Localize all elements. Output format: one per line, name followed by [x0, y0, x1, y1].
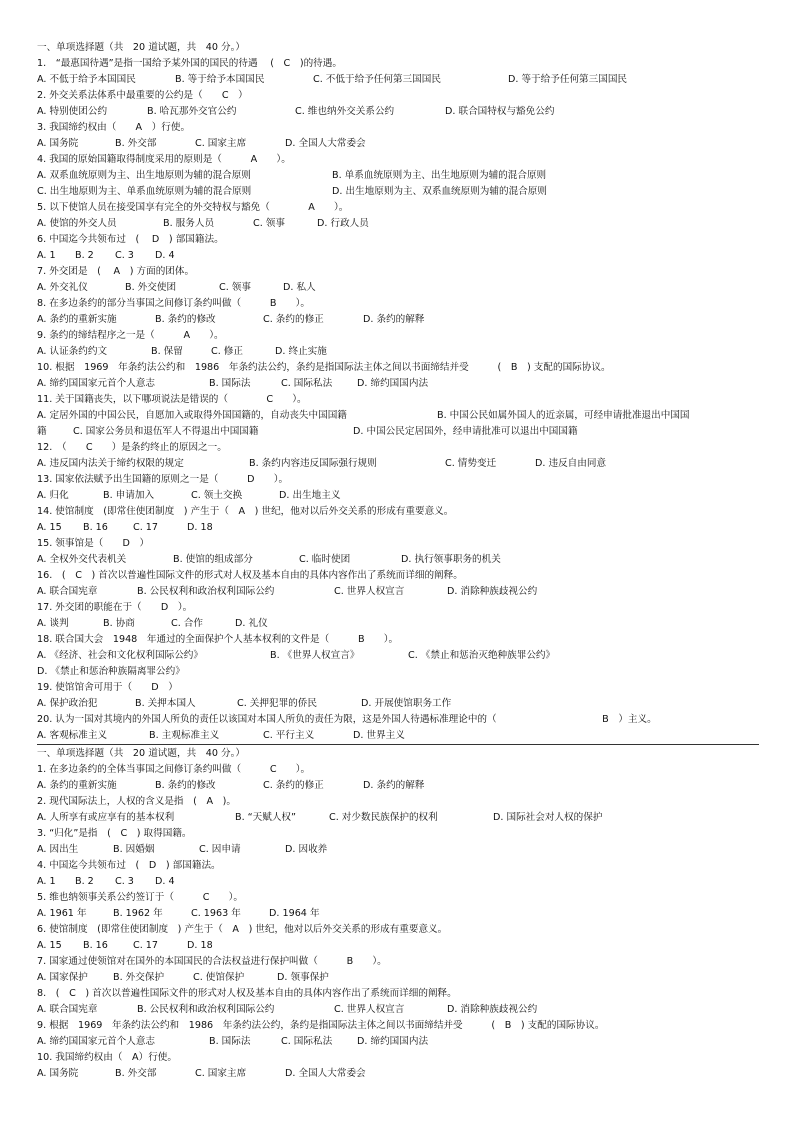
- options-line: [37, 344, 767, 360]
- answer-option: C. 不低于给予任何第三国国民: [313, 74, 441, 85]
- answer-option: C. 世界人权宣言: [334, 1004, 405, 1015]
- answer-option: B. 中国公民如属外国人的近亲属，可经申请批准退出中国国: [437, 410, 690, 421]
- answer-option: C. 国际私法: [281, 1036, 333, 1047]
- answer-option: C. 临时使团: [299, 554, 351, 565]
- answer-option: C. 3: [115, 876, 134, 887]
- answer-option: B. 协商: [103, 618, 135, 629]
- options-line: [37, 696, 767, 712]
- answer-option: B. “天赋人权”: [235, 812, 296, 823]
- options-line: [37, 874, 767, 890]
- options-line: [37, 938, 767, 954]
- answer-option: D. 出生地主义: [279, 490, 341, 501]
- answer-option: B. 公民权利和政治权利国际公约: [137, 586, 275, 597]
- question-line: 10. 根据 1969 年条约法公约和 1986 年条约法公约，条约是指国际法主体之间以书面缔结并受 ( B ) 支配的国际协议。: [37, 362, 611, 373]
- answer-option: A. 1961 年: [37, 908, 87, 919]
- answer-option: A. 违反国内法关于缔约权限的规定: [37, 458, 184, 469]
- answer-option: A. 国家保护: [37, 972, 88, 983]
- answer-option: B. 等于给予本国国民: [175, 74, 265, 85]
- answer-option: D. 礼仪: [235, 618, 268, 629]
- answer-option: D. 条约的解释: [363, 314, 425, 325]
- answer-option: A. 使馆的外交人员: [37, 218, 117, 229]
- answer-option: C. 情势变迁: [445, 458, 497, 469]
- options-line: [37, 1034, 767, 1050]
- answer-option: C. 3: [115, 250, 134, 261]
- answer-option: C. 国际私法: [281, 378, 333, 389]
- answer-option: B. 国际法: [209, 1036, 251, 1047]
- answer-option: B. 外交部: [115, 138, 157, 149]
- answer-option: C. 国家主席: [195, 1068, 247, 1079]
- answer-option: D. 全国人大常委会: [285, 1068, 366, 1079]
- options-line: [37, 1066, 767, 1082]
- answer-option: A. 特别使团公约: [37, 106, 108, 117]
- answer-option: D. 执行领事职务的机关: [401, 554, 501, 565]
- question-line: 5. 维也纳领事关系公约签订于（ C ）。: [37, 892, 243, 903]
- answer-option: D. 等于给予任何第三国国民: [508, 74, 628, 85]
- answer-option: D. 缔约国国内法: [357, 1036, 429, 1047]
- question-line: 3. 我国缔约权由（ A ）行使。: [37, 122, 191, 133]
- answer-option: A. 条约的重新实施: [37, 314, 117, 325]
- answer-option: A. 国务院: [37, 138, 79, 149]
- answer-option: B. 2: [75, 876, 94, 887]
- question-line: 8. ( C ) 首次以普遍性国际文件的形式对人权及基本自由的具体内容作出了系统而详细的阐释。: [37, 988, 457, 999]
- answer-option: D. 1964 年: [269, 908, 320, 919]
- question-line: 11. 关于国籍丧失，以下哪项说法是错误的（ C ）。: [37, 394, 307, 405]
- answer-option: B. 公民权利和政治权利国际公约: [137, 1004, 275, 1015]
- options-line: [37, 456, 767, 472]
- question-line: 19. 使馆馆舍可用于（ D ）: [37, 682, 178, 693]
- answer-option: C. 1963 年: [191, 908, 241, 919]
- answer-option: D. 违反自由同意: [535, 458, 607, 469]
- question-line: 4. 中国迄今共领布过 ( D ) 部国籍法。: [37, 860, 221, 871]
- answer-option: A. 缔约国国家元首个人意志: [37, 378, 156, 389]
- answer-option: A. 1: [37, 250, 56, 261]
- answer-option: D. 18: [187, 940, 213, 951]
- question-line: 20. 认为一国对其境内的外国人所负的责任以该国对本国人所负的责任为限，这是外国人待遇标准理论中的（ B ）主义。: [37, 714, 657, 725]
- answer-option: A. 双系血统原则为主、出生地原则为辅的混合原则: [37, 170, 251, 181]
- answer-option: D. 18: [187, 522, 213, 533]
- question-line: 一、单项选择题（共 20 道试题，共 40 分。）: [37, 42, 245, 53]
- options-line: [37, 584, 767, 600]
- answer-option: D. 缔约国国内法: [357, 378, 429, 389]
- answer-option: D. 领事保护: [277, 972, 329, 983]
- answer-option: B. 条约的修改: [155, 314, 216, 325]
- answer-option: A. 保护政治犯: [37, 698, 98, 709]
- question-line: 9. 条约的缔结程序之一是（ A ）。: [37, 330, 224, 341]
- answer-option: C. 国家公务员和退伍军人不得退出中国国籍: [73, 426, 259, 437]
- answer-option: B. 关押本国人: [135, 698, 196, 709]
- answer-option: C. 合作: [171, 618, 203, 629]
- answer-option: C. 对少数民族保护的权利: [329, 812, 438, 823]
- answer-option: D. 4: [155, 250, 175, 261]
- options-line: [37, 616, 767, 632]
- answer-option: A. 定居外国的中国公民，自愿加入或取得外国国籍的，自动丧失中国国籍: [37, 410, 347, 421]
- answer-option: C. 17: [133, 940, 159, 951]
- answer-option: A. 认证条约约文: [37, 346, 108, 357]
- question-line: 2. 现代国际法上，人权的含义是指 ( A )。: [37, 796, 236, 807]
- options-line: [37, 104, 767, 120]
- answer-option: A. 归化: [37, 490, 69, 501]
- options-line: [37, 72, 767, 88]
- answer-option: B. 外交部: [115, 1068, 157, 1079]
- answer-option: D. 消除种族歧视公约: [447, 586, 538, 597]
- options-line: [37, 778, 767, 794]
- answer-option: B. 16: [83, 940, 108, 951]
- answer-option: A. 全权外交代表机关: [37, 554, 127, 565]
- question-line: 9. 根据 1969 年条约法公约和 1986 年条约法公约，条约是指国际法主体之间以书面缔结并受 ( B ) 支配的国际协议。: [37, 1020, 605, 1031]
- question-line: 16. ( C ) 首次以普遍性国际文件的形式对人权及基本自由的具体内容作出了系统而详细的阐释。: [37, 570, 463, 581]
- answer-option: D. 国际社会对人权的保护: [493, 812, 603, 823]
- answer-option: A. 不低于给予本国国民: [37, 74, 136, 85]
- question-line: 13. 国家依法赋予出生国籍的原则之一是（ D ）。: [37, 474, 289, 485]
- question-line: 12. （ C ）是条约终止的原因之一。: [37, 442, 227, 453]
- answer-option: C. 领土交换: [191, 490, 243, 501]
- options-line: [37, 376, 767, 392]
- options-line: [37, 312, 767, 328]
- answer-option: A. 15: [37, 522, 62, 533]
- answer-option: A. 人所享有或应享有的基本权利: [37, 812, 175, 823]
- answer-option: A. 因出生: [37, 844, 79, 855]
- section-heading: 一、单项选择题（共 20 道试题，共 40 分。）: [37, 748, 245, 759]
- exam-document: [37, 40, 767, 1082]
- answer-option: B. 保留: [151, 346, 183, 357]
- options-line: [37, 728, 767, 744]
- question-line: 7. 外交团是 ( A ) 方面的团体。: [37, 266, 195, 277]
- options-line: [37, 1002, 767, 1018]
- answer-option: A. 缔约国国家元首个人意志: [37, 1036, 156, 1047]
- answer-option: B. 《世界人权宣言》: [270, 650, 360, 661]
- answer-option: C. 平行主义: [263, 730, 315, 741]
- answer-option: C. 领事: [219, 282, 251, 293]
- answer-option: C. 条约的修正: [263, 314, 324, 325]
- options-line: [37, 280, 767, 296]
- answer-option: A. 外交礼仪: [37, 282, 88, 293]
- answer-option: B. 服务人员: [163, 218, 215, 229]
- question-line: 7. 国家通过使领馆对在国外的本国国民的合法权益进行保护叫做（ B ）。: [37, 956, 387, 967]
- question-line: 1. 在多边条约的全体当事国之间修订条约叫做（ C ）。: [37, 764, 311, 775]
- question-line: 1. “最惠国待遇”是指一国给予某外国的国民的待遇 ( C )的待遇。: [37, 58, 342, 69]
- section-divider: [37, 744, 759, 745]
- options-line: [37, 424, 767, 440]
- options-line: [37, 810, 767, 826]
- answer-option: C. 《禁止和惩治灭绝种族罪公约》: [408, 650, 556, 661]
- answer-option: C. 条约的修正: [263, 780, 324, 791]
- answer-option: B. 因婚姻: [113, 844, 155, 855]
- answer-option: D. 4: [155, 876, 175, 887]
- answer-option: D. 中国公民定居国外，经申请批准可以退出中国国籍: [353, 426, 578, 437]
- options-line: [37, 970, 767, 986]
- answer-option: A. 客观标准主义: [37, 730, 108, 741]
- answer-option: D. 消除种族歧视公约: [447, 1004, 538, 1015]
- options-line: [37, 216, 767, 232]
- answer-option: D. 全国人大常委会: [285, 138, 366, 149]
- question-line: 15. 领事馆是（ D ）: [37, 538, 150, 549]
- answer-option: B. 条约内容违反国际强行规则: [249, 458, 377, 469]
- answer-option: C. 修正: [211, 346, 243, 357]
- answer-option: B. 哈瓦那外交官公约: [147, 106, 237, 117]
- answer-option: B. 16: [83, 522, 108, 533]
- answer-option: B. 主观标准主义: [149, 730, 220, 741]
- options-line: [37, 248, 767, 264]
- answer-option: B. 使馆的组成部分: [173, 554, 253, 565]
- question-line: 5. 以下使馆人员在接受国享有完全的外交特权与豁免（ A ）。: [37, 202, 349, 213]
- answer-option: A. 联合国宪章: [37, 1004, 98, 1015]
- answer-option: D. 终止实施: [275, 346, 327, 357]
- answer-option: D. 私人: [283, 282, 316, 293]
- options-line: [37, 648, 767, 664]
- answer-option: B. 2: [75, 250, 94, 261]
- answer-option: A. 《经济、社会和文化权利国际公约》: [37, 650, 203, 661]
- options-line: [37, 184, 767, 200]
- answer-option: C. 维也纳外交关系公约: [295, 106, 395, 117]
- answer-option: 籍: [37, 426, 47, 437]
- answer-option: B. 国际法: [209, 378, 251, 389]
- answer-option: B. 1962 年: [113, 908, 163, 919]
- answer-option: C. 世界人权宣言: [334, 586, 405, 597]
- answer-option: B. 外交保护: [113, 972, 165, 983]
- options-line: [37, 408, 767, 424]
- options-line: [37, 552, 767, 568]
- answer-option: D. 开展使馆职务工作: [361, 698, 452, 709]
- answer-option: D. 行政人员: [317, 218, 369, 229]
- question-line: 4. 我国的原始国籍取得制度采用的原则是（ A ）。: [37, 154, 291, 165]
- answer-option: C. 关押犯罪的侨民: [237, 698, 317, 709]
- options-line: [37, 488, 767, 504]
- question-line: 10. 我国缔约权由（ A）行使。: [37, 1052, 177, 1063]
- answer-option: A. 谈判: [37, 618, 69, 629]
- options-line: [37, 520, 767, 536]
- answer-option: A. 1: [37, 876, 56, 887]
- question-line: 17. 外交团的职能在于（ D ）。: [37, 602, 193, 613]
- answer-option: C. 使馆保护: [193, 972, 245, 983]
- answer-option: C. 因申请: [199, 844, 241, 855]
- answer-option: D. 条约的解释: [363, 780, 425, 791]
- question-line: 2. 外交关系法体系中最重要的公约是（ C ）: [37, 90, 248, 101]
- answer-option: B. 申请加入: [103, 490, 155, 501]
- question-line: 6. 使馆制度 (即常住使团制度 ) 产生于（ A ) 世纪，他对以后外交关系的形成有重要意义。: [37, 924, 448, 935]
- answer-option: A. 条约的重新实施: [37, 780, 117, 791]
- question-line: D. 《禁止和惩治种族隔离罪公约》: [37, 666, 185, 677]
- options-line: [37, 168, 767, 184]
- answer-option: C. 17: [133, 522, 159, 533]
- question-line: 6. 中国迄今共领布过 ( D ) 部国籍法。: [37, 234, 224, 245]
- answer-option: B. 单系血统原则为主、出生地原则为辅的混合原则: [332, 170, 547, 181]
- options-line: [37, 842, 767, 858]
- answer-option: C. 国家主席: [195, 138, 247, 149]
- answer-option: B. 条约的修改: [155, 780, 216, 791]
- question-line: 14. 使馆制度 (即常住使团制度 ) 产生于（ A ) 世纪，他对以后外交关系的形成有重要意义。: [37, 506, 454, 517]
- answer-option: D. 因收养: [285, 844, 328, 855]
- answer-option: B. 外交使团: [125, 282, 177, 293]
- options-line: [37, 906, 767, 922]
- answer-option: A. 联合国宪章: [37, 586, 98, 597]
- question-line: 3. “归化”是指 ( C ) 取得国籍。: [37, 828, 192, 839]
- answer-option: A. 国务院: [37, 1068, 79, 1079]
- question-line: 8. 在多边条约的部分当事国之间修订条约叫做（ B ）。: [37, 298, 311, 309]
- options-line: [37, 136, 767, 152]
- answer-option: C. 出生地原则为主、单系血统原则为辅的混合原则: [37, 186, 252, 197]
- answer-option: D. 出生地原则为主、双系血统原则为辅的混合原则: [332, 186, 547, 197]
- question-line: 18. 联合国大会 1948 年通过的全面保护个人基本权利的文件是（ B ）。: [37, 634, 399, 645]
- answer-option: D. 联合国特权与豁免公约: [445, 106, 555, 117]
- answer-option: D. 世界主义: [353, 730, 405, 741]
- answer-option: C. 领事: [253, 218, 285, 229]
- answer-option: A. 15: [37, 940, 62, 951]
